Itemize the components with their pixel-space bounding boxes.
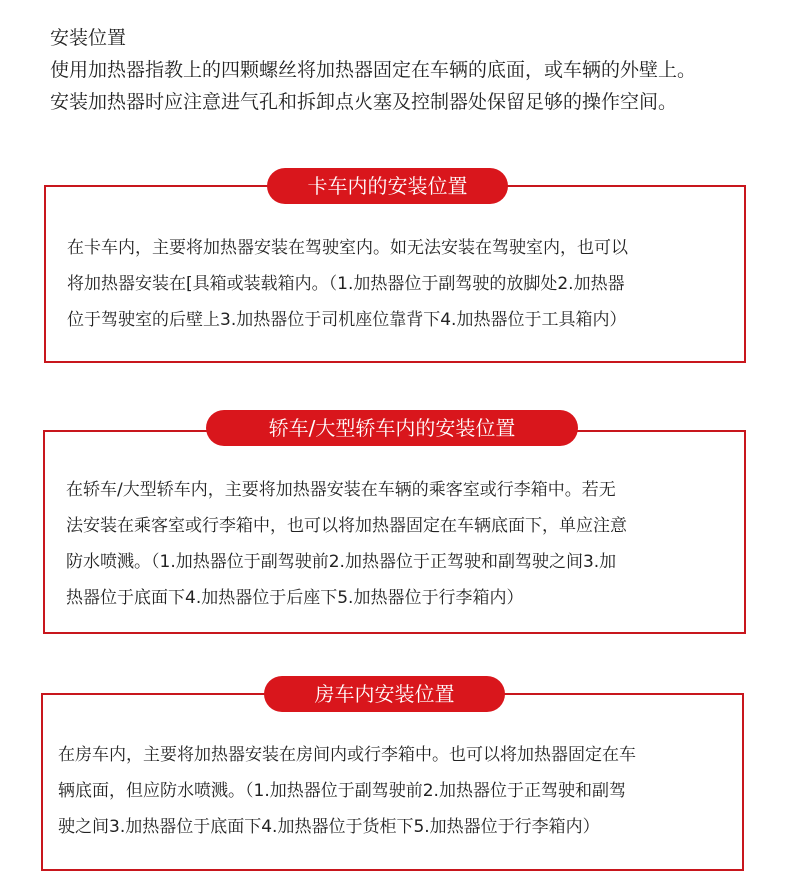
section-text-car (66, 472, 627, 616)
section-line: 热器位于底面下4.加热器位于后座下5.加热器位于行李箱内） (66, 588, 524, 608)
section-text-truck (67, 230, 628, 338)
section-line: 在轿车/大型轿车内，主要将加热器安装在车辆的乘客室或行李箱中。若无 (66, 480, 616, 500)
section-line: 辆底面，但应防水喷溅。（1.加热器位于副驾驶前2.加热器位于正驾驶和副驾 (58, 781, 626, 801)
intro-line-1: 使用加热器指教上的四颗螺丝将加热器固定在车辆的底面，或车辆的外壁上。 (50, 59, 697, 81)
section-line: 在卡车内，主要将加热器安装在驾驶室内。如无法安装在驾驶室内，也可以 (67, 238, 628, 258)
intro-block (50, 22, 770, 118)
section-title-truck: 卡车内的安装位置 (267, 168, 508, 204)
section-line: 将加热器安装在[具箱或装载箱内。（1.加热器位于副驾驶的放脚处2.加热器 (67, 274, 625, 294)
section-line: 位于驾驶室的后壁上3.加热器位于司机座位靠背下4.加热器位于工具箱内） (67, 310, 627, 330)
section-line: 在房车内，主要将加热器安装在房间内或行李箱中。也可以将加热器固定在车 (58, 745, 636, 765)
section-line: 法安装在乘客室或行李箱中，也可以将加热器固定在车辆底面下，单应注意 (66, 516, 627, 536)
intro-title: 安装位置 (50, 27, 127, 49)
section-title-car: 轿车/大型轿车内的安装位置 (206, 410, 578, 446)
section-line: 防水喷溅。（1.加热器位于副驾驶前2.加热器位于正驾驶和副驾驶之间3.加 (66, 552, 617, 572)
intro-line-2: 安装加热器时应注意进气孔和拆卸点火塞及控制器处保留足够的操作空间。 (50, 91, 678, 113)
section-title-rv: 房车内安装位置 (264, 676, 505, 712)
section-text-rv (58, 737, 636, 845)
section-line: 驶之间3.加热器位于底面下4.加热器位于货柜下5.加热器位于行李箱内） (58, 817, 600, 837)
